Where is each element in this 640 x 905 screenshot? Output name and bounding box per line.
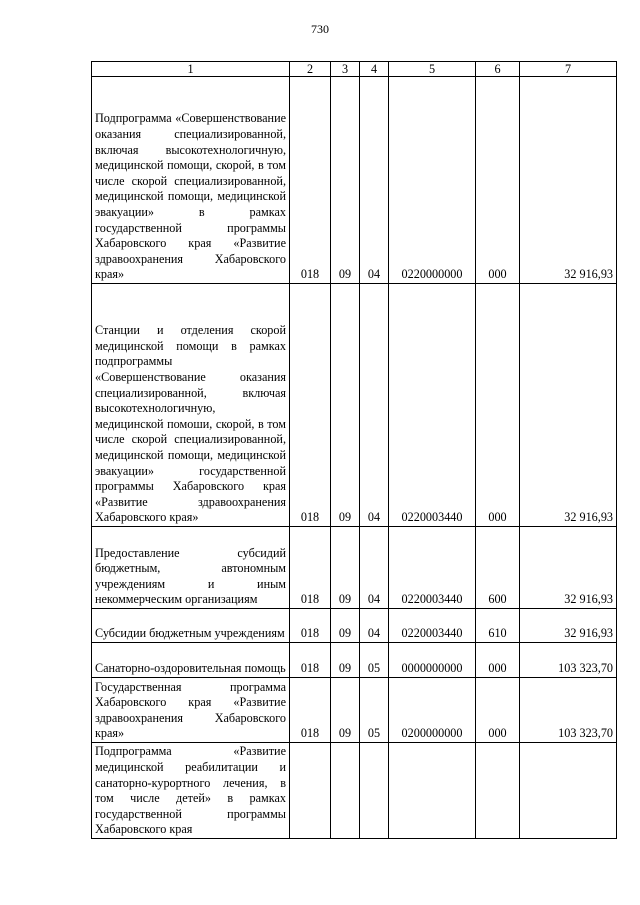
cell-subsection: 05: [360, 643, 389, 678]
header-col-6: 6: [476, 62, 520, 77]
cell-target-article: 0200000000: [389, 678, 476, 743]
header-col-7: 7: [520, 62, 617, 77]
cell-expense-type: 000: [476, 284, 520, 527]
table-row: [92, 284, 617, 527]
cell-expense-type: 600: [476, 527, 520, 609]
cell-target-article: 0220003440: [389, 284, 476, 527]
cell-expense-type: 000: [476, 77, 520, 284]
row-name: Субсидии бюджетным учреждениям: [92, 609, 290, 643]
page-number: 730: [311, 22, 329, 36]
cell-expense-type: 000: [476, 643, 520, 678]
header-col-4: 4: [360, 62, 389, 77]
cell-target-article: 0000000000: [389, 643, 476, 678]
cell-amount: 103 323,70: [520, 643, 617, 678]
cell-expense-type: 610: [476, 609, 520, 643]
row-name: Станции и отделения скорой медицинской помощи в рамках подпрограммы «Совершенствование оказания специализированной, включая высокотехнологичную, медицинской помоши, скорой, в том числе скорой специализированной, медицинской помощи, медицинской эвакуации» государственной программы Хабаровского края «Развитие здравоохранения Хабаровского края»: [92, 284, 290, 527]
row-name: Подпрограмма «Развитие медицинской реабилитации и санаторно-курортного лечения, в том числе детей» в рамках государственной программы Хабаровского края: [92, 743, 290, 839]
cell-amount: 32 916,93: [520, 284, 617, 527]
cell-amount: 32 916,93: [520, 609, 617, 643]
cell-subsection: 05: [360, 678, 389, 743]
row-name: Государственная программа Хабаровского края «Развитие здравоохранения Хабаровского края»: [92, 678, 290, 743]
header-col-3: 3: [331, 62, 360, 77]
cell-ministry: 018: [290, 643, 331, 678]
table-row: [92, 678, 617, 743]
cell-subsection: 04: [360, 284, 389, 527]
cell-amount: 32 916,93: [520, 77, 617, 284]
cell-ministry: 018: [290, 284, 331, 527]
cell-ministry: 018: [290, 527, 331, 609]
cell-ministry: 018: [290, 77, 331, 284]
table-row: [92, 643, 617, 678]
cell-section: 09: [331, 77, 360, 284]
cell-target-article: 0220000000: [389, 77, 476, 284]
table-row: [92, 527, 617, 609]
cell-subsection: 04: [360, 77, 389, 284]
cell-expense-type: 000: [476, 678, 520, 743]
cell-amount: [520, 743, 617, 839]
row-name: Санаторно-оздоровительная помощь: [92, 643, 290, 678]
table-row: [92, 743, 617, 839]
cell-ministry: [290, 743, 331, 839]
cell-subsection: [360, 743, 389, 839]
cell-section: 09: [331, 609, 360, 643]
header-col-5: 5: [389, 62, 476, 77]
cell-amount: 103 323,70: [520, 678, 617, 743]
header-col-1: 1: [92, 62, 290, 77]
header-row: [92, 62, 617, 77]
cell-section: [331, 743, 360, 839]
cell-subsection: 04: [360, 527, 389, 609]
cell-target-article: [389, 743, 476, 839]
cell-expense-type: [476, 743, 520, 839]
cell-amount: 32 916,93: [520, 527, 617, 609]
cell-target-article: 0220003440: [389, 609, 476, 643]
cell-section: 09: [331, 643, 360, 678]
row-name: Предоставление субсидий бюджетным, автономным учреждениям и иным некоммерческим организациям: [92, 527, 290, 609]
cell-ministry: 018: [290, 609, 331, 643]
table-row: [92, 77, 617, 284]
cell-section: 09: [331, 284, 360, 527]
cell-target-article: 0220003440: [389, 527, 476, 609]
header-col-2: 2: [290, 62, 331, 77]
row-name: Подпрограмма «Совершенствование оказания специализированной, включая высокотехнологичную, медицинской помощи, скорой, в том числе скорой специализированной, медицинской помощи, медицинской эвакуации» в рамках государственной программы Хабаровского края «Развитие здравоохранения Хабаровского края»: [92, 77, 290, 284]
cell-section: 09: [331, 678, 360, 743]
cell-ministry: 018: [290, 678, 331, 743]
cell-subsection: 04: [360, 609, 389, 643]
budget-table: [91, 61, 617, 839]
table-row: [92, 609, 617, 643]
cell-section: 09: [331, 527, 360, 609]
